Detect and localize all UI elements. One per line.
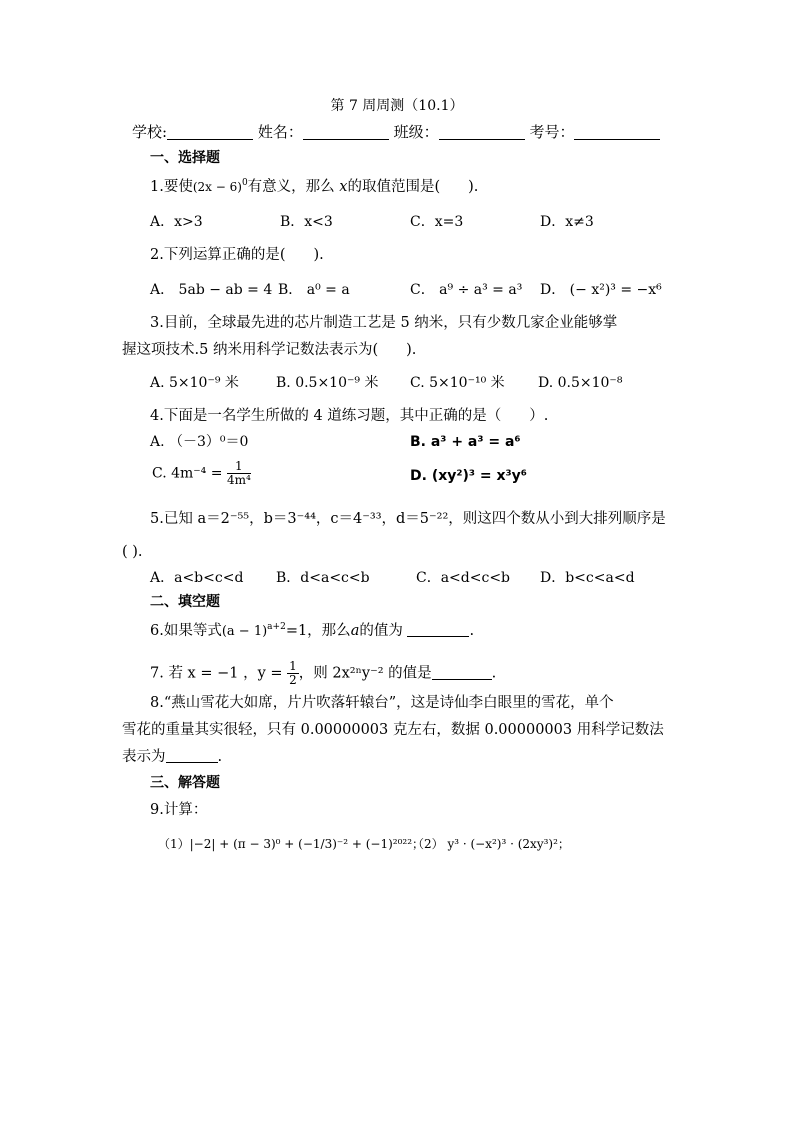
q3-option-c[interactable]: C. 5×10⁻¹⁰ 米	[410, 375, 505, 391]
question-5-line1: 5.已知 a＝2⁻⁵⁵，b＝3⁻⁴⁴，c＝4⁻³³，d＝5⁻²²，则这四个数从小到大排列顺序是	[150, 511, 666, 527]
question-3-line1: 3.目前，全球最先进的芯片制造工艺是 5 纳米，只有少数几家企业能够掌	[150, 315, 618, 331]
answer-blank[interactable]	[407, 622, 469, 637]
question-6: 6.如果等式$(a - 1)^{a+2}=1$，那么a的值为 .	[150, 622, 475, 639]
name-blank[interactable]	[303, 124, 389, 140]
question-3-line2: 握这项技术.5 纳米用科学记数法表示为( ).	[122, 342, 417, 358]
q5-option-b[interactable]: B．d<a<c<b	[276, 570, 370, 586]
q4-option-a[interactable]: A. （－3）⁰＝0	[150, 434, 249, 450]
section-heading: 二、填空题	[150, 594, 220, 610]
q5-option-d[interactable]: D．b<c<a<d	[540, 570, 635, 586]
q5-option-a[interactable]: A．a<b<c<d	[150, 570, 244, 586]
q3-option-b[interactable]: B. 0.5×10⁻⁹ 米	[276, 375, 379, 391]
answer-blank[interactable]	[432, 665, 492, 680]
question-9: 9.计算：	[150, 802, 208, 818]
school-blank[interactable]	[167, 124, 253, 140]
school-label: 学校:	[132, 123, 168, 141]
question-8-line2: 雪花的重量其实很轻，只有 0.00000003 克左右，数据 0.00000003 用科学记数法	[122, 722, 664, 738]
q1-option-d[interactable]: D．x≠3	[540, 214, 594, 230]
q5-option-c[interactable]: C．a<d<c<b	[416, 570, 511, 586]
page-title: 第 7 周周测（10.1）	[330, 98, 464, 114]
q9-part-2: （2） y³ · (−x²)³ · (2xy³)²；	[412, 837, 570, 851]
q2-option-c[interactable]: C． a⁹ ÷ a³ = a³	[410, 282, 523, 298]
name-label: 姓名：	[257, 123, 303, 141]
q4-option-c[interactable]: C. 4m⁻⁴ = $\frac{1}{\text{4m⁴}}$	[152, 459, 251, 487]
q3-option-a[interactable]: A. 5×10⁻⁹ 米	[150, 375, 239, 391]
fraction: $\frac{1}{2}$	[289, 659, 297, 687]
q9-part-1: （1）|−2| + (π − 3)⁰ + (−1/3)⁻² + (−1)²⁰²²；	[158, 837, 425, 851]
exam-no-blank[interactable]	[574, 124, 660, 140]
q2-option-d[interactable]: D． (− x²)³ = −x⁶	[540, 282, 662, 298]
answer-blank[interactable]	[166, 748, 218, 763]
student-info-row	[132, 123, 660, 141]
question-7: 7. 若 x = −1 ，y = $\frac{1}{2}$ ，则 2x²ⁿy⁻² 的值是 .	[150, 659, 497, 687]
q1-option-a[interactable]: A．x>3	[150, 214, 203, 230]
class-blank[interactable]	[439, 124, 525, 140]
q1-option-b[interactable]: B．x<3	[280, 214, 333, 230]
q2-option-b[interactable]: B． a⁰ = a	[278, 282, 350, 298]
section-heading: 三、解答题	[150, 775, 220, 791]
exam-no-label: 考号：	[529, 123, 575, 141]
question-2: 2.下列运算正确的是( ).	[150, 247, 324, 263]
question-1: 1.要使$(2x - 6)^0$有意义，那么 x的取值范围是( ).	[150, 178, 479, 195]
question-4: 4.下面是一名学生所做的 4 道练习题，其中正确的是（ ）.	[150, 408, 549, 424]
fraction: $\frac{1}{\text{4m⁴}}$	[226, 459, 251, 487]
question-8-line1: 8.“燕山雪花大如席，片片吹落轩辕台”，这是诗仙李白眼里的雪花，单个	[150, 695, 614, 711]
q4-option-b[interactable]: B. a³ + a³ = a⁶	[410, 434, 521, 450]
q1-option-c[interactable]: C．x=3	[410, 214, 464, 230]
question-8-line3: 表示为 .	[122, 749, 223, 765]
section-heading: 一、选择题	[150, 150, 220, 166]
class-label: 班级：	[393, 123, 439, 141]
q3-option-d[interactable]: D. 0.5×10⁻⁸	[538, 375, 623, 391]
q2-option-a[interactable]: A． 5ab − ab = 4	[150, 282, 273, 298]
question-5-line2: ( ).	[122, 544, 143, 560]
q4-option-d[interactable]: D. (xy²)³ = x³y⁶	[410, 468, 527, 484]
